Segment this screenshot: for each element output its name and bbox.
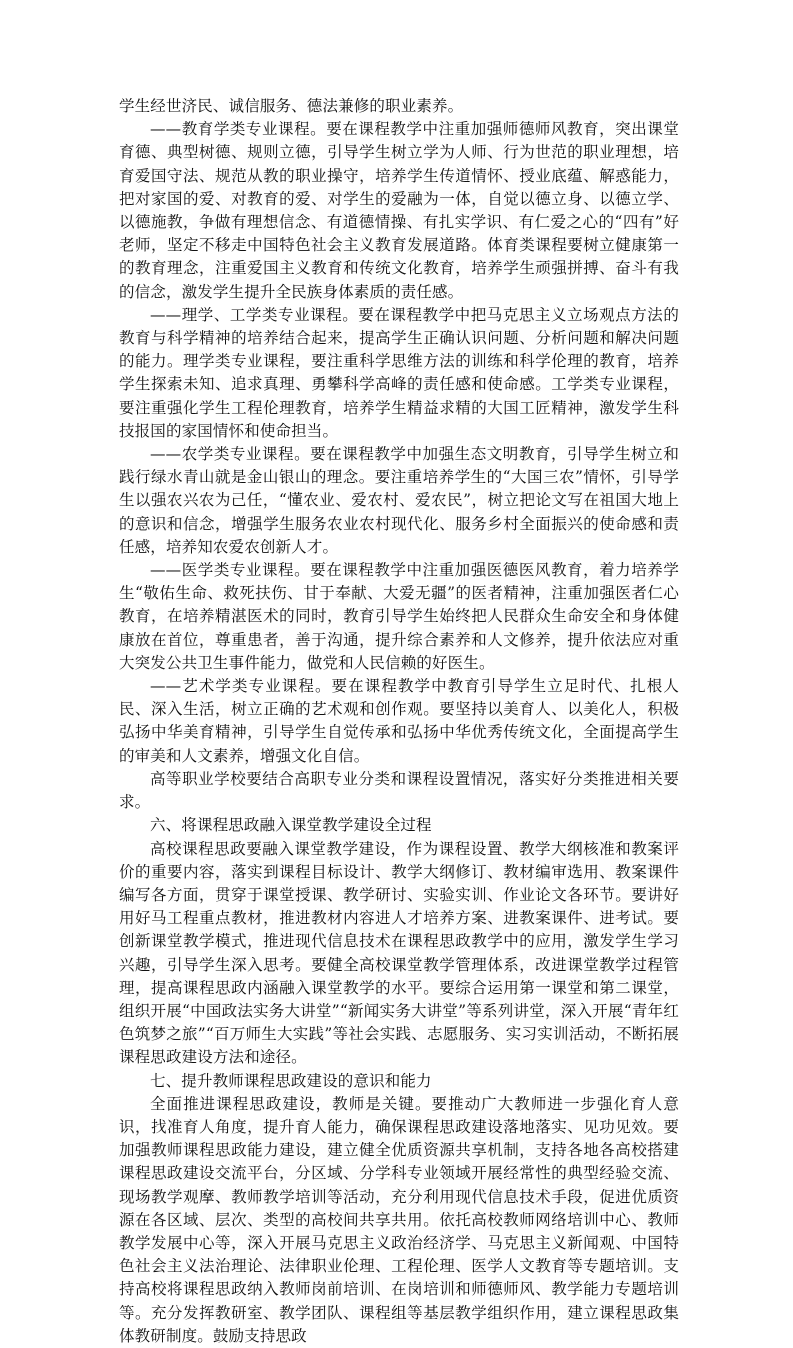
document-page: [119, 95, 679, 1348]
paragraph-classroom-teaching: 高校课程思政要融入课堂教学建设，作为课程设置、教学大纲核准和教案评价的重要内容，落实到课程目标设计、教学大纲修订、教材编审选用、教案课件编写各方面，贯穿于课堂授课、教学研讨、实验实训、作业论文各环节。要讲好用好马工程重点教材，推进教材内容进人才培养方案、进教案课件、进考试。要创新课堂教学模式，推进现代信息技术在课程思政教学中的应用，激发学生学习兴趣，引导学生深入思考。要健全高校课堂教学管理体系，改进课堂教学过程管理，提高课程思政内涵融入课堂教学的水平。要综合运用第一课堂和第二课堂，组织开展“中国政法实务大讲堂”“新闻实务大讲堂”等系列讲堂，深入开展“青年红色筑梦之旅”“百万师生大实践”等社会实践、志愿服务、实习实训活动，不断拓展课程思政建设方法和途径。: [119, 839, 679, 1067]
paragraph-agriculture-courses: ——农学类专业课程。要在课程教学中加强生态文明教育，引导学生树立和践行绿水青山就是金山银山的理念。要注重培养学生的“大国三农”情怀，引导学生以强农兴农为己任，“懂农业、爱农村、爱农民”，树立把论文写在祖国大地上的意识和信念，增强学生服务农业农村现代化、服务乡村全面振兴的使命感和责任感，培养知农爱农创新人才。: [119, 445, 679, 556]
section-heading-6: 六、将课程思政融入课堂教学建设全过程: [150, 816, 432, 835]
section-heading-7: 七、提升教师课程思政建设的意识和能力: [150, 1071, 432, 1090]
paragraph-vocational-schools: 高等职业学校要结合高职专业分类和课程设置情况，落实好分类推进相关要求。: [119, 769, 679, 812]
paragraph-art-courses: ——艺术学类专业课程。要在课程教学中教育引导学生立足时代、扎根人民、深入生活，树立正确的艺术观和创作观。要坚持以美育人、以美化人，积极弘扬中华美育精神，引导学生自觉传承和弘扬中华优秀传统文化，全面提高学生的审美和人文素养，增强文化自信。: [119, 677, 679, 765]
paragraph-science-engineering-courses: ——理学、工学类专业课程。要在课程教学中把马克思主义立场观点方法的教育与科学精神的培养结合起来，提高学生正确认识问题、分析问题和解决问题的能力。理学类专业课程，要注重科学思维方法的训练和科学伦理的教育，培养学生探索未知、追求真理、勇攀科学高峰的责任感和使命感。工学类专业课程，要注重强化学生工程伦理教育，培养学生精益求精的大国工匠精神，激发学生科技报国的家国情怀和使命担当。: [119, 305, 679, 440]
paragraph-continuation: 学生经世济民、诚信服务、德法兼修的职业素养。: [119, 97, 464, 115]
paragraph-medicine-courses: ——医学类专业课程。要在课程教学中注重加强医德医风教育，着力培养学生“敬佑生命、救死扶伤、甘于奉献、大爱无疆”的医者精神，注重加强医者仁心教育，在培养精湛医术的同时，教育引导学生始终把人民群众生命安全和身体健康放在首位，尊重患者，善于沟通，提升综合素养和人文修养，提升依法应对重大突发公共卫生事件能力，做党和人民信赖的好医生。: [119, 561, 679, 672]
paragraph-education-courses: ——教育学类专业课程。要在课程教学中注重加强师德师风教育，突出课堂育德、典型树德、规则立德，引导学生树立学为人师、行为世范的职业理想，培育爱国守法、规范从教的职业操守，培养学生传道情怀、授业底蕴、解惑能力，把对家国的爱、对教育的爱、对学生的爱融为一体，自觉以德立身、以德立学、以德施教，争做有理想信念、有道德情操、有扎实学识、有仁爱之心的“四有”好老师，坚定不移走中国特色社会主义教育发展道路。体育类课程要树立健康第一的教育理念，注重爱国主义教育和传统文化教育，培养学生顽强拼搏、奋斗有我的信念，激发学生提升全民族身体素质的责任感。: [119, 120, 679, 301]
paragraph-teacher-ability: 全面推进课程思政建设，教师是关键。要推动广大教师进一步强化育人意识，找准育人角度，提升育人能力，确保课程思政建设落地落实、见功见效。要加强教师课程思政能力建设，建立健全优质资源共享机制，支持各地各高校搭建课程思政建设交流平台，分区域、分学科专业领域开展经常性的典型经验交流、现场教学观摩、教师教学培训等活动，充分利用现代信息技术手段，促进优质资源在各区域、层次、类型的高校间共享共用。依托高校教师网络培训中心、教师教学发展中心等，深入开展马克思主义政治经济学、马克思主义新闻观、中国特色社会主义法治理论、法律职业伦理、工程伦理、医学人文教育等专题培训。支持高校将课程思政纳入教师岗前培训、在岗培训和师德师风、教学能力专题培训等。充分发挥教研室、教学团队、课程组等基层教学组织作用，建立课程思政集体教研制度。鼓励支持思政: [119, 1094, 679, 1345]
